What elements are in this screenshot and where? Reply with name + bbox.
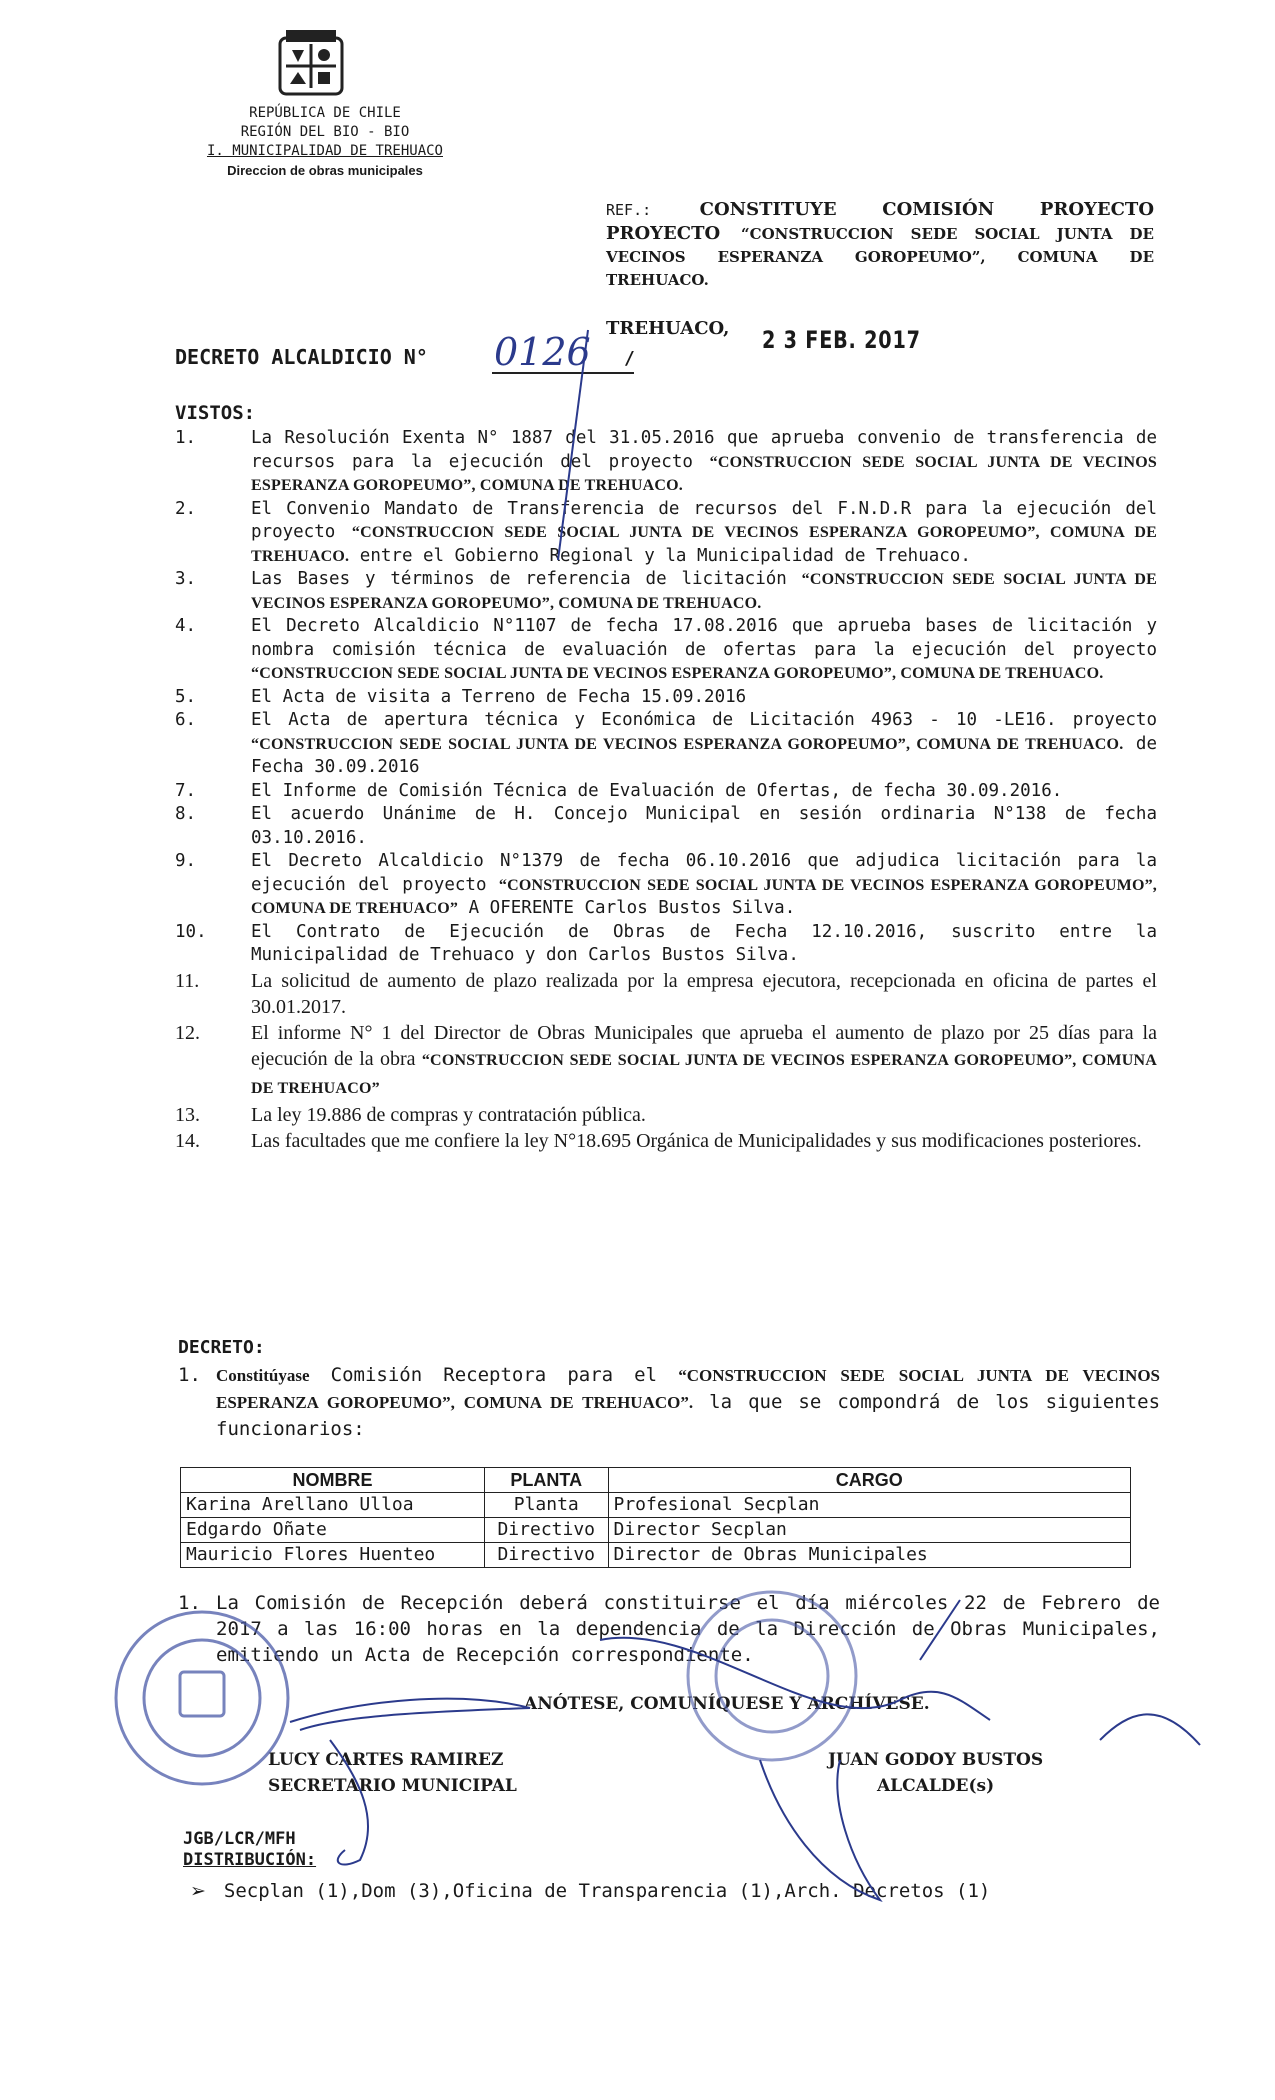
ref-title: CONSTITUYE COMISIÓN PROYECTO PROYECTO [606,199,1155,244]
vistos-item [175,686,1157,710]
vistos-item-text [251,498,1157,569]
vistos-item-number: 1. [175,428,197,448]
project-name: “CONSTRUCCION SEDE SOCIAL JUNTA DE VECINOS ESPERANZA GOROPEUMO”, COMUNA DE TREHUACO. [251,571,1157,612]
vistos-item [175,1020,1157,1102]
table-cell: Planta [485,1493,609,1518]
vistos-item-text [251,850,1157,921]
vistos-item [175,498,1157,569]
secretary-role: SECRETARIO MUNICIPAL [268,1776,517,1796]
table-row [181,1493,1131,1518]
vistos-item [175,709,1157,780]
signature-secretary [268,1747,517,1799]
vistos-item-number: 9. [175,851,197,871]
decree-title: DECRETO ALCALDICIO N° [175,345,428,369]
table-cell: Directivo [485,1543,609,1568]
vistos-item-text [251,686,1157,710]
table-header: PLANTA [485,1468,609,1493]
vistos-text-segment: El Decreto Alcaldicio N°1107 de fecha 17.08.2016 que aprueba bases de licitación y nombra comisión técnica de evaluación de ofertas para la ejecución del proyecto [251,616,1157,660]
decreto-text-c: la que se compondrá de los siguientes funcionarios: [216,1391,1161,1440]
vistos-item-text [251,921,1157,968]
table-cell: Mauricio Flores Huenteo [181,1543,485,1568]
vistos-item-text [251,780,1157,804]
decreto-item-1 [178,1362,1160,1442]
vistos-item-text [251,968,1157,1020]
header-region: REGIÓN DEL BIO - BIO [240,124,410,140]
decreto-item-number: 1. [178,1592,201,1614]
vistos-item [175,803,1157,850]
project-name: “CONSTRUCCION SEDE SOCIAL JUNTA DE VECINOS ESPERANZA GOROPEUMO”, COMUNA DE TREHUACO. [251,453,1157,494]
vistos-text-segment: El Informe de Comisión Técnica de Evaluación de Ofertas, de fecha 30.09.2016. [251,780,1063,801]
decree-slash: / [624,348,635,369]
project-name: “CONSTRUCCION SEDE SOCIAL JUNTA DE VECINOS ESPERANZA GOROPEUMO”, COMUNA DE TREHUACO. [251,665,1104,682]
vistos-item-number: 8. [175,804,197,824]
project-name: “CONSTRUCCION SEDE SOCIAL JUNTA DE VECINOS ESPERANZA GOROPEUMO”, COMUNA DE TREHUACO” [251,1051,1158,1097]
distribution-title: DISTRIBUCIÓN: [183,1850,317,1870]
vistos-item [175,968,1157,1020]
vistos-text-segment: La solicitud de aumento de plazo realizada por la empresa ejecutora, recepcionada en oficina de partes el 30.01.2017. [251,969,1157,1018]
vistos-item-text [251,1102,1157,1128]
commission-table [180,1467,1131,1568]
vistos-item-number: 4. [175,616,197,636]
vistos-text-segment: A OFERENTE Carlos Bustos Silva. [458,898,796,918]
mayor-name: JUAN GODOY BUSTOS [828,1750,1044,1770]
vistos-item-text [251,427,1157,498]
distribution-line [190,1880,990,1902]
vistos-item-number: 12. [175,1021,200,1044]
vistos-item-number: 11. [175,969,200,992]
municipal-crest-icon [276,28,346,98]
secretary-name: LUCY CARTES RAMIREZ [268,1750,504,1770]
vistos-text-segment: El Decreto Alcaldicio N°1379 de fecha 06.10.2016 que adjudica licitación para la ejecución del proyecto [251,851,1157,895]
table-cell: Director de Obras Municipales [608,1543,1131,1568]
decree-number: 0126 [494,330,591,374]
ref-project: “CONSTRUCCION SEDE SOCIAL JUNTA DE VECINOS ESPERANZA GOROPEUMO”, COMUNA DE TREHUACO. [606,225,1154,289]
distribution-text: Secplan (1),Dom (3),Oficina de Transparencia (1),Arch. Decretos (1) [223,1880,991,1902]
signature-mayor [828,1747,1043,1799]
project-name: “CONSTRUCCION SEDE SOCIAL JUNTA DE VECINOS ESPERANZA GOROPEUMO”, COMUNA DE TREHUACO. [251,735,1124,753]
header-country: REPÚBLICA DE CHILE [249,105,401,121]
vistos-item-text [251,568,1157,615]
vistos-item [175,921,1157,968]
vistos-item-text [251,709,1157,780]
vistos-text-segment: entre el Gobierno Regional y la Municipalidad de Trehuaco. [349,545,971,566]
table-cell: Edgardo Oñate [181,1518,485,1543]
vistos-item [175,780,1157,804]
initials: JGB/LCR/MFH [183,1829,296,1849]
vistos-item-text [251,615,1157,686]
vistos-item [175,1102,1157,1128]
decreto-item-text: La Comisión de Recepción deberá constituirse el día miércoles 22 de Febrero de 2017 a las 16:00 horas en la dependencia de la Dirección de Obras Municipales, emitiendo un Acta de Recepción correspondiente. [216,1592,1160,1666]
vistos-item-number: 7. [175,780,197,801]
table-row [181,1518,1131,1543]
table-row [181,1543,1131,1568]
table-cell: Profesional Secplan [608,1493,1131,1518]
project-name: “CONSTRUCCION SEDE SOCIAL JUNTA DE VECINOS ESPERANZA GOROPEUMO”, COMUNA DE TREHUACO” [251,876,1157,917]
decreto-title: DECRETO: [178,1337,265,1358]
vistos-text-segment: Las Bases y términos de referencia de licitación [251,569,802,589]
vistos-text-segment: El Convenio Mandato de Transferencia de recursos del F.N.D.R para la ejecución del proyecto [251,498,1157,542]
closing-formula: ANÓTESE, COMUNÍQUESE Y ARCHÍVESE. [524,1694,930,1714]
vistos-text-segment: El Contrato de Ejecución de Obras de Fecha 12.10.2016, suscrito entre la Municipalidad de Trehuaco y don Carlos Bustos Silva. [251,921,1157,965]
vistos-item-text [251,803,1157,850]
vistos-item-number: 5. [175,686,197,707]
vistos-item-number: 3. [175,569,197,589]
vistos-text-segment: El Acta de visita a Terreno de Fecha 15.09.2016 [251,686,747,707]
decreto-item-text [216,1362,1160,1442]
vistos-text-segment: El acuerdo Unánime de H. Concejo Municipal en sesión ordinaria N°138 de fecha 03.10.2016. [251,804,1157,848]
decreto-text-a: Comisión Receptora para el [309,1364,679,1386]
table-cell: Directivo [485,1518,609,1543]
letterhead [175,104,475,180]
vistos-text-segment: de Fecha 30.09.2016 [251,733,1158,777]
header-department: Direccion de obras municipales [227,163,423,178]
place: TREHUACO, [606,318,730,339]
vistos-item-number: 2. [175,498,197,519]
vistos-item [175,850,1157,921]
vistos-item-number: 10. [175,921,207,942]
vistos-item-number: 13. [175,1103,200,1126]
table-header-row [181,1468,1131,1493]
vistos-item-text [251,1128,1157,1154]
vistos-title: VISTOS: [175,402,256,424]
decreto-item-2 [178,1590,1160,1668]
vistos-item [175,568,1157,615]
mayor-role: ALCALDE(s) [876,1776,995,1796]
decreto-project: “CONSTRUCCION SEDE SOCIAL JUNTA DE VECINOS ESPERANZA GOROPEUMO”, COMUNA DE TREHUACO”. [216,1366,1160,1412]
header-municipality: I. MUNICIPALIDAD DE TREHUACO [206,143,443,159]
vistos-item [175,1128,1157,1154]
vistos-item-number: 6. [175,710,197,730]
table-cell: Director Secplan [608,1518,1131,1543]
vistos-text-segment: La ley 19.886 de compras y contratación pública. [251,1103,646,1126]
vistos-text-segment: El informe N° 1 del Director de Obras Municipales que aprueba el aumento de plazo por 25 días para la ejecución de la obra [251,1021,1157,1070]
table-header: NOMBRE [181,1468,485,1493]
table-header: CARGO [608,1468,1131,1493]
vistos-item [175,615,1157,686]
vistos-item-number: 14. [175,1129,200,1152]
decree-number-underline [492,372,634,374]
vistos-text-segment: El Acta de apertura técnica y Económica de Licitación 4963 - 10 -LE16. proyecto [251,710,1157,730]
decreto-verb: Constitúyase [216,1366,310,1385]
page-bottom-margin [0,1958,1275,2100]
project-name: “CONSTRUCCION SEDE SOCIAL JUNTA DE VECINOS ESPERANZA GOROPEUMO”, COMUNA DE TREHUACO. [251,524,1157,565]
ref-label: REF.: [606,201,652,219]
vistos-item-text [251,1020,1157,1102]
vistos-text-segment: Las facultades que me confiere la ley N°18.695 Orgánica de Municipalidades y sus modificaciones posteriores. [251,1129,1142,1152]
table-cell: Karina Arellano Ulloa [181,1493,485,1518]
vistos-text-segment: La Resolución Exenta N° 1887 del 31.05.2016 que aprueba convenio de transferencia de recursos para la ejecución del proyecto [251,428,1157,472]
vistos-list [175,427,1157,1154]
date-stamp: 2 3 FEB. 2017 [762,326,921,354]
arrow-bullet-icon: ➢ [190,1880,206,1902]
reference-block [606,198,1154,292]
vistos-item [175,427,1157,498]
decreto-item-number: 1. [178,1364,201,1386]
